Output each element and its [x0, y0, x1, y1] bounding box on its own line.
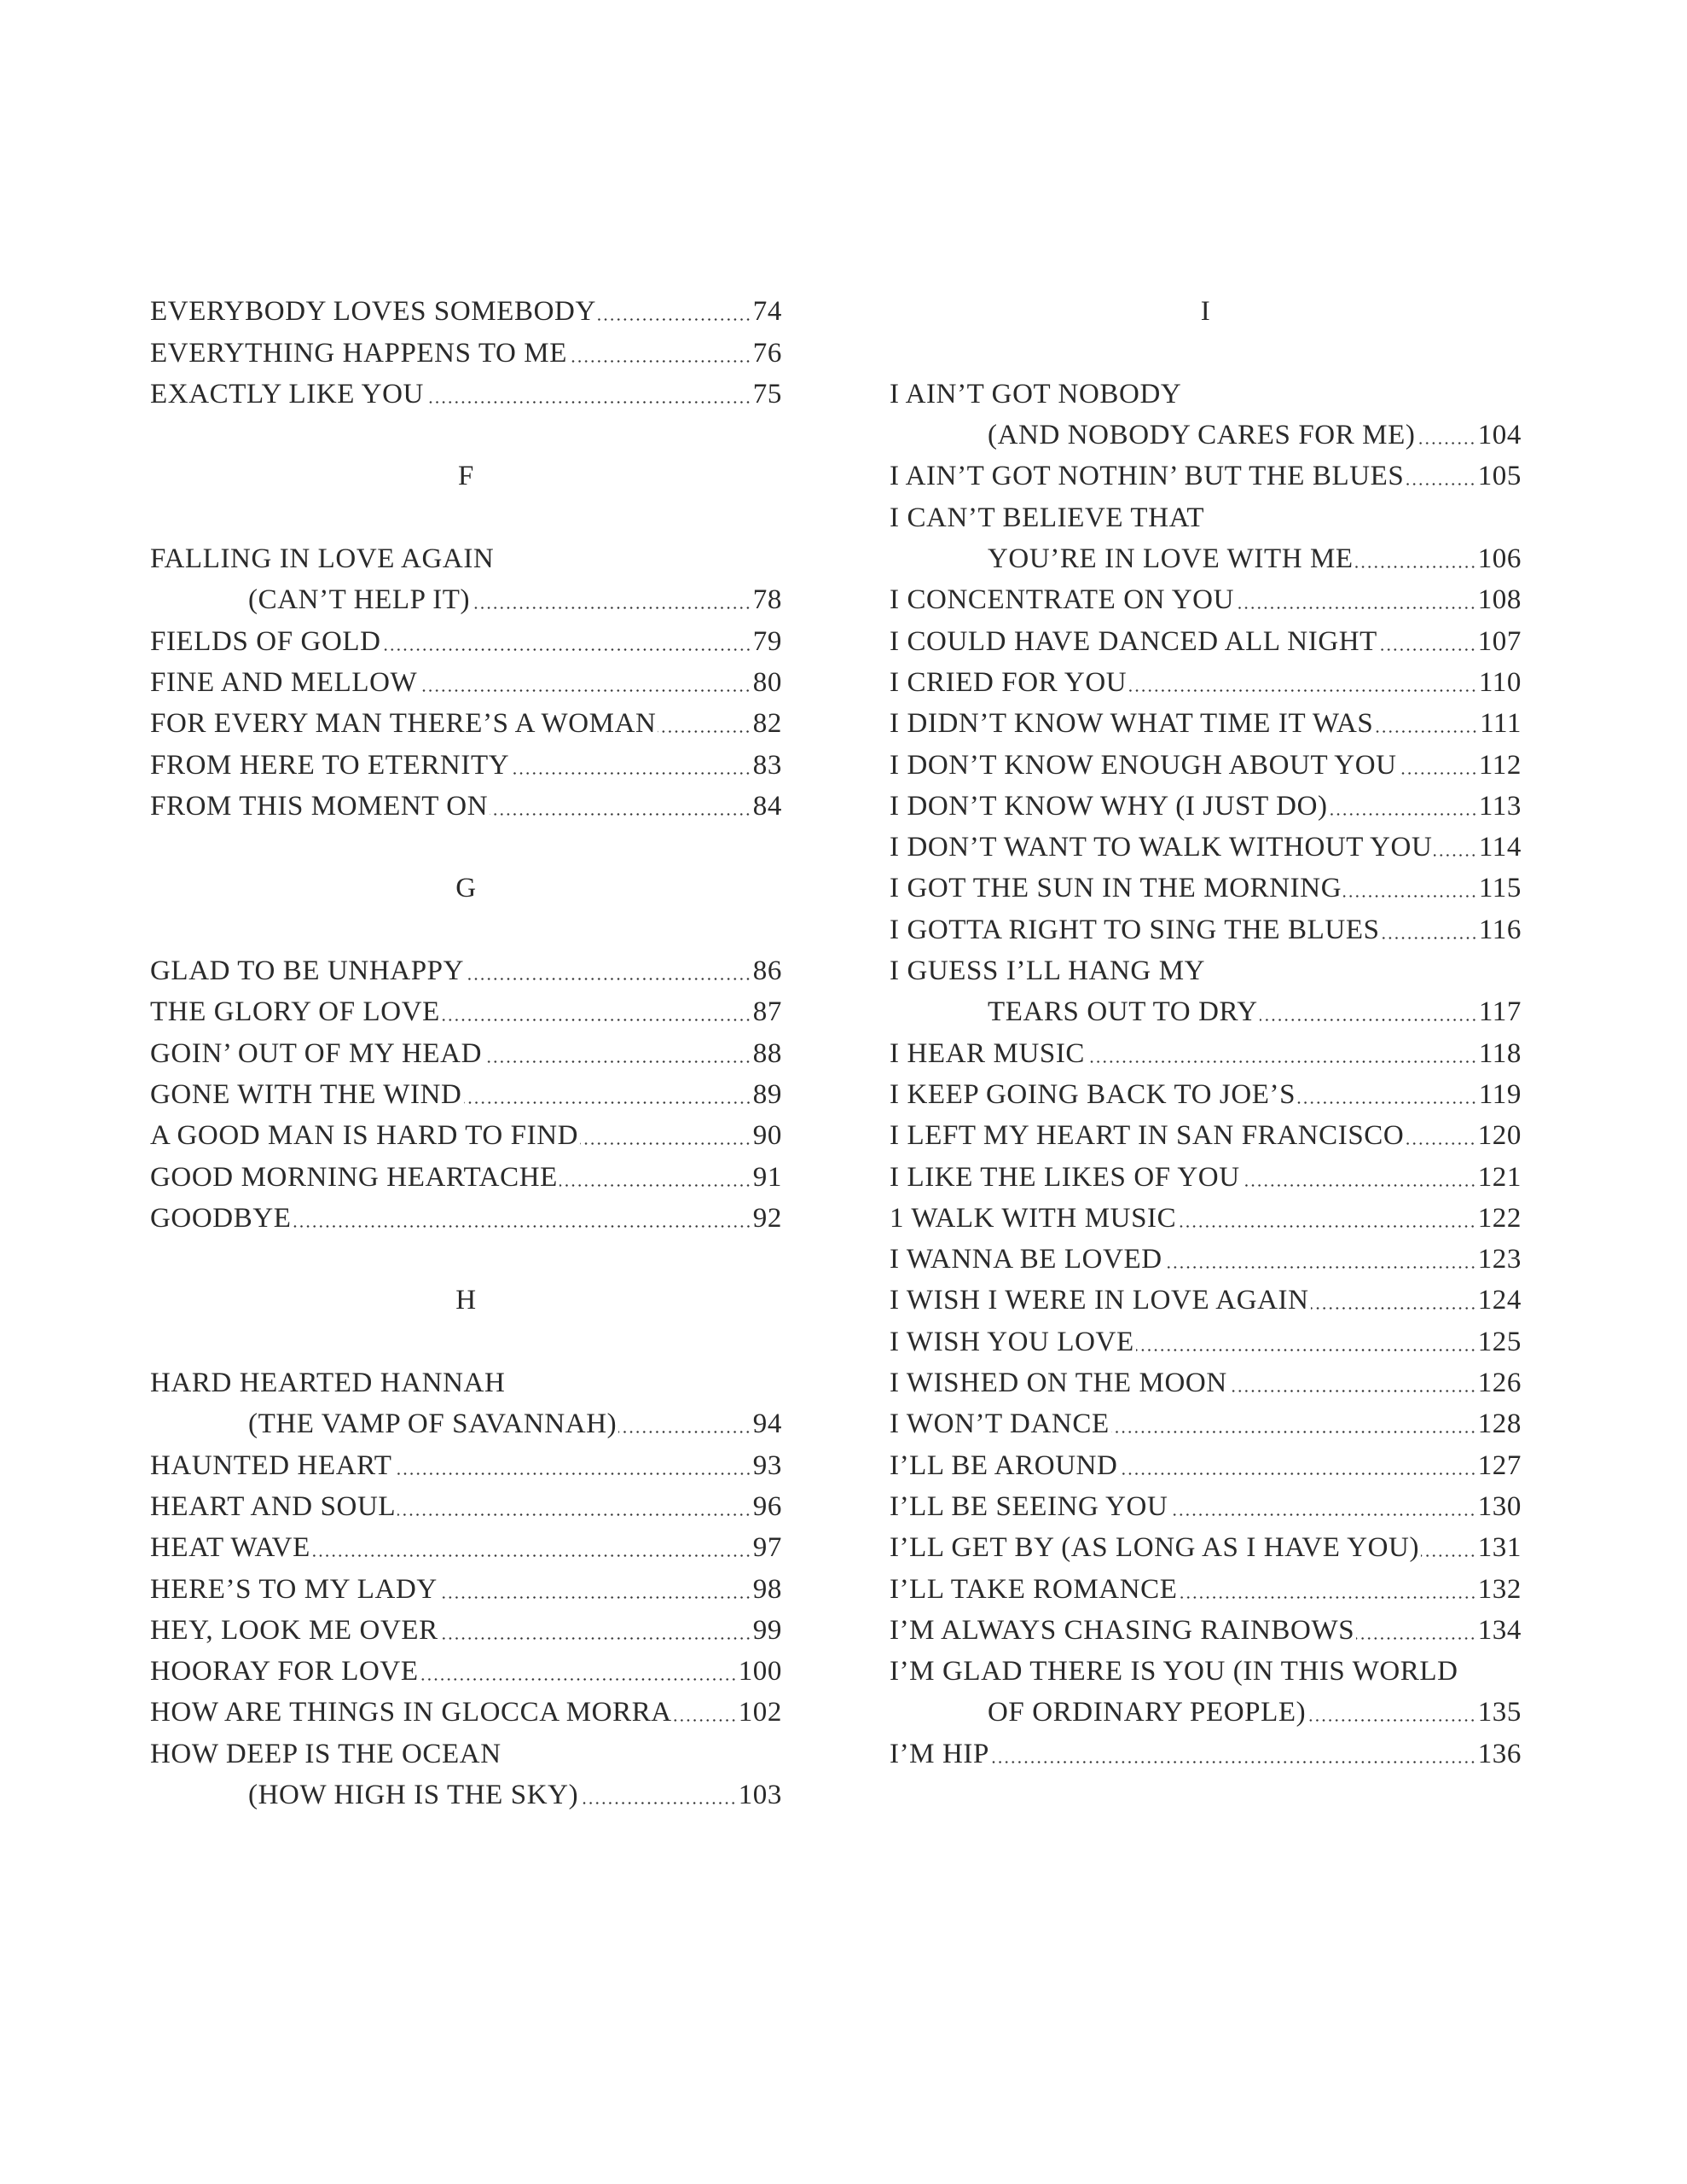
dot-leader [1379, 648, 1476, 651]
page-number: 130 [1477, 1490, 1522, 1522]
index-entry [150, 371, 782, 412]
page-number: 100 [738, 1656, 782, 1687]
song-title: FOR EVERY MAN THERE’S A WOMAN [150, 708, 657, 740]
section-letter-heading [150, 1277, 782, 1318]
page-number: 90 [752, 1120, 782, 1152]
index-entry [890, 1112, 1522, 1153]
index-entry [890, 536, 1522, 577]
dot-leader [464, 1101, 751, 1104]
page-number: 103 [738, 1779, 782, 1810]
section-letter-heading [150, 453, 782, 494]
index-spacer [150, 1236, 782, 1277]
song-title: THE GLORY OF LOVE [150, 996, 440, 1028]
page-number: 114 [1478, 832, 1522, 863]
page-number: 119 [1478, 1078, 1522, 1110]
dot-leader [1355, 566, 1476, 568]
page-number: 80 [752, 666, 782, 698]
index-entry [890, 1072, 1522, 1112]
dot-leader [440, 1637, 751, 1640]
index-entry-title-line [890, 948, 1522, 989]
page-number: 127 [1477, 1449, 1522, 1481]
index-entry-title-line [890, 371, 1522, 412]
dot-leader [1164, 1266, 1476, 1269]
page-number: 125 [1477, 1326, 1522, 1357]
page-number: 74 [752, 296, 782, 328]
song-title: FROM HERE TO ETERNITY [150, 749, 510, 781]
page-number: 79 [752, 625, 782, 657]
song-title: FROM THIS MOMENT ON [150, 790, 489, 822]
song-title: EVERYTHING HAPPENS TO ME [150, 337, 567, 369]
index-entry [890, 453, 1522, 494]
song-title: GONE WITH THE WIND [150, 1078, 462, 1110]
index-spacer [150, 824, 782, 865]
page-number: 94 [752, 1409, 782, 1440]
song-title: I WISH I WERE IN LOVE AGAIN [890, 1285, 1309, 1316]
index-entry [890, 618, 1522, 659]
dot-leader [580, 1802, 737, 1804]
song-title: YOU’RE IN LOVE WITH ME [988, 543, 1354, 575]
page-number: 89 [752, 1078, 782, 1110]
page-number: 118 [1478, 1037, 1522, 1069]
song-title: OF ORDINARY PEOPLE) [988, 1697, 1307, 1728]
dot-leader [442, 1019, 751, 1021]
index-entry [150, 659, 782, 700]
index-entry [150, 1484, 782, 1525]
song-title: I GOT THE SUN IN THE MORNING [890, 873, 1342, 904]
section-letter: I [1200, 296, 1211, 328]
page-number: 122 [1477, 1202, 1522, 1234]
index-entry [890, 989, 1522, 1030]
song-title: I DON’T WANT TO WALK WITHOUT YOU [890, 832, 1433, 863]
index-entry [890, 1525, 1522, 1565]
song-title: I AIN’T GOT NOTHIN’ BUT THE BLUES [890, 461, 1405, 492]
dot-leader [580, 1142, 751, 1145]
page-number: 108 [1477, 584, 1522, 616]
page-number: 106 [1477, 543, 1522, 575]
dot-leader [394, 1472, 751, 1475]
song-title: I AIN’T GOT NOBODY [890, 378, 1182, 410]
index-entry [150, 1689, 782, 1730]
index-entry [150, 1525, 782, 1565]
dot-leader [559, 1184, 751, 1187]
song-title: I HEAR MUSIC [890, 1037, 1086, 1069]
song-title: GOOD MORNING HEARTACHE [150, 1161, 558, 1193]
index-entry [150, 577, 782, 618]
dot-leader [466, 978, 751, 980]
song-title: FIELDS OF GOLD [150, 625, 381, 657]
index-entry [890, 412, 1522, 453]
index-entry [890, 1236, 1522, 1277]
index-entry [150, 989, 782, 1030]
page-number: 135 [1477, 1697, 1522, 1728]
index-spacer [890, 329, 1522, 370]
dot-leader [1242, 1184, 1476, 1187]
song-title: HEAT WAVE [150, 1532, 310, 1564]
page-number: 104 [1477, 420, 1522, 451]
song-title: EXACTLY LIKE YOU [150, 378, 424, 410]
song-title: (AND NOBODY CARES FOR ME) [988, 420, 1416, 451]
song-title: (HOW HIGH IS THE SKY) [248, 1779, 579, 1810]
song-title: I CRIED FOR YOU [890, 666, 1128, 698]
index-entry [150, 1565, 782, 1606]
index-entry-title-line [890, 1648, 1522, 1689]
song-title: I’M GLAD THERE IS YOU (IN THIS WORLD [890, 1656, 1458, 1687]
song-title: GOIN’ OUT OF MY HEAD [150, 1037, 483, 1069]
index-entry [150, 329, 782, 370]
index-entry [150, 1030, 782, 1071]
song-title: I GOTTA RIGHT TO SING THE BLUES [890, 914, 1380, 945]
dot-leader [490, 813, 751, 816]
index-entry [890, 865, 1522, 906]
dot-leader [1178, 1225, 1475, 1228]
dot-leader [569, 360, 751, 363]
dot-leader [1399, 772, 1477, 775]
page-number: 93 [752, 1449, 782, 1481]
song-title: I LIKE THE LIKES OF YOU [890, 1161, 1240, 1193]
page-number: 76 [752, 337, 782, 369]
section-letter-heading [890, 288, 1522, 329]
index-spacer [150, 412, 782, 453]
section-letter: G [455, 873, 477, 904]
song-title: I CAN’T BELIEVE THAT [890, 502, 1205, 533]
dot-leader [397, 1513, 751, 1516]
dot-leader [991, 1761, 1476, 1763]
page-number: 110 [1478, 666, 1522, 698]
page-number: 120 [1477, 1120, 1522, 1152]
dot-leader [1382, 937, 1477, 939]
index-entry [150, 948, 782, 989]
song-title: (THE VAMP OF SAVANNAH) [248, 1409, 617, 1440]
page-number: 82 [752, 708, 782, 740]
page-number: 112 [1478, 749, 1522, 781]
index-column-right [890, 288, 1522, 1772]
index-entry [150, 1112, 782, 1153]
song-title: I WISH YOU LOVE [890, 1326, 1134, 1357]
song-title: I’LL BE AROUND [890, 1449, 1118, 1481]
index-entry [150, 1401, 782, 1442]
song-title: I DIDN’T KNOW WHAT TIME IT WAS [890, 708, 1374, 740]
page-number: 102 [738, 1697, 782, 1728]
dot-leader [618, 1431, 751, 1433]
index-entry [890, 1442, 1522, 1483]
song-title: HAUNTED HEART [150, 1449, 392, 1481]
dot-leader [426, 401, 751, 404]
song-title: FINE AND MELLOW [150, 666, 418, 698]
index-spacer [150, 1318, 782, 1359]
song-title: I DON’T KNOW WHY (I JUST DO) [890, 790, 1328, 822]
dot-leader [1180, 1596, 1476, 1599]
section-letter-heading [150, 865, 782, 906]
index-spacer [150, 494, 782, 535]
index-entry [890, 577, 1522, 618]
index-entry [890, 1195, 1522, 1236]
song-title: I’M HIP [890, 1738, 989, 1769]
dot-leader [1111, 1431, 1476, 1433]
dot-leader [383, 648, 751, 651]
page-number: 124 [1477, 1285, 1522, 1316]
index-entry [150, 741, 782, 782]
dot-leader [1406, 1142, 1475, 1145]
dot-leader [1330, 813, 1477, 816]
page-number: 99 [752, 1614, 782, 1646]
page-number: 88 [752, 1037, 782, 1069]
song-title: EVERYBODY LOVES SOMEBODY [150, 296, 596, 328]
song-title: I LEFT MY HEART IN SAN FRANCISCO [890, 1120, 1405, 1152]
index-entry [890, 1565, 1522, 1606]
song-title: HEART AND SOUL [150, 1490, 397, 1522]
index-entry [890, 1360, 1522, 1401]
song-title: HOW ARE THINGS IN GLOCCA MORRA [150, 1697, 672, 1728]
song-title: HOORAY FOR LOVE [150, 1656, 419, 1687]
index-entry [890, 741, 1522, 782]
page-number: 111 [1480, 708, 1522, 740]
index-entry [890, 1030, 1522, 1071]
page-number: 91 [752, 1161, 782, 1193]
dot-leader [1311, 1307, 1476, 1310]
page-number: 83 [752, 749, 782, 781]
index-entry [150, 1153, 782, 1194]
song-title: I WANNA BE LOVED [890, 1244, 1162, 1275]
dot-leader [293, 1225, 751, 1228]
dot-leader [1169, 1513, 1475, 1516]
dot-leader [1375, 730, 1478, 733]
dot-leader [1087, 1060, 1477, 1063]
song-title: TEARS OUT TO DRY [988, 996, 1258, 1028]
dot-leader [439, 1596, 751, 1599]
index-entry [890, 906, 1522, 947]
song-title: I WISHED ON THE MOON [890, 1368, 1227, 1399]
page-number: 84 [752, 790, 782, 822]
song-title: I’LL TAKE ROMANCE [890, 1573, 1178, 1605]
page-number: 136 [1477, 1738, 1522, 1769]
index-entry [890, 1153, 1522, 1194]
dot-leader [674, 1719, 737, 1722]
song-title: (CAN’T HELP IT) [248, 584, 471, 616]
dot-leader [1128, 689, 1477, 692]
dot-leader [1343, 895, 1477, 897]
index-entry-title-line [890, 494, 1522, 535]
page-number: 121 [1477, 1161, 1522, 1193]
index-entry [890, 1730, 1522, 1771]
section-letter: H [455, 1285, 477, 1316]
page-number: 86 [752, 956, 782, 987]
page-number: 97 [752, 1532, 782, 1564]
song-title: I CONCENTRATE ON YOU [890, 584, 1235, 616]
dot-leader [1434, 854, 1477, 857]
index-entry [890, 1277, 1522, 1318]
index-entry [150, 1072, 782, 1112]
dot-leader [484, 1060, 751, 1063]
dot-leader [420, 1678, 737, 1681]
song-title: A GOOD MAN IS HARD TO FIND [150, 1120, 579, 1152]
index-entry-title-line [150, 536, 782, 577]
song-title: HARD HEARTED HANNAH [150, 1368, 506, 1399]
index-entry-title-line [150, 1360, 782, 1401]
page-number: 116 [1478, 914, 1522, 945]
index-entry [150, 1607, 782, 1648]
page-number: 113 [1478, 790, 1522, 822]
page-number: 87 [752, 996, 782, 1028]
index-entry [890, 1607, 1522, 1648]
dot-leader [1136, 1349, 1476, 1351]
page-number: 75 [752, 378, 782, 410]
song-title: 1 WALK WITH MUSIC [890, 1202, 1177, 1234]
dot-leader [598, 318, 751, 321]
index-entry [890, 1318, 1522, 1359]
index-entry [150, 1442, 782, 1483]
song-title: I COULD HAVE DANCED ALL NIGHT [890, 625, 1377, 657]
section-letter: F [458, 461, 474, 492]
page-number: 117 [1478, 996, 1522, 1028]
dot-leader [1120, 1472, 1476, 1475]
dot-leader [658, 730, 751, 733]
index-entry [150, 1195, 782, 1236]
index-entry [890, 824, 1522, 865]
index-entry-title-line [150, 1730, 782, 1771]
index-entry [890, 700, 1522, 741]
dot-leader [1260, 1019, 1477, 1021]
index-entry [150, 783, 782, 824]
dot-leader [419, 689, 751, 692]
song-title: FALLING IN LOVE AGAIN [150, 543, 495, 575]
page-number: 96 [752, 1490, 782, 1522]
page-number: 126 [1477, 1368, 1522, 1399]
index-entry [890, 1689, 1522, 1730]
page-number: 134 [1477, 1614, 1522, 1646]
dot-leader [1236, 607, 1476, 609]
index-entry [150, 700, 782, 741]
page-number: 115 [1478, 873, 1522, 904]
dot-leader [1229, 1390, 1476, 1392]
song-title: I WON’T DANCE [890, 1409, 1110, 1440]
song-title: I’LL GET BY (AS LONG AS I HAVE YOU) [890, 1532, 1420, 1564]
index-entry [150, 1772, 782, 1813]
song-title: I’M ALWAYS CHASING RAINBOWS [890, 1614, 1355, 1646]
dot-leader [1417, 442, 1475, 444]
song-title: I KEEP GOING BACK TO JOE’S [890, 1078, 1296, 1110]
page-number: 128 [1477, 1409, 1522, 1440]
dot-leader [511, 772, 751, 775]
song-title: HEY, LOOK ME OVER [150, 1614, 438, 1646]
index-entry [890, 1484, 1522, 1525]
page-number: 132 [1477, 1573, 1522, 1605]
song-title: I’LL BE SEEING YOU [890, 1490, 1168, 1522]
song-title: HOW DEEP IS THE OCEAN [150, 1738, 501, 1769]
dot-leader [1307, 1719, 1475, 1722]
index-entry [890, 1401, 1522, 1442]
index-entry [150, 288, 782, 329]
dot-leader [1406, 483, 1475, 485]
index-entry [890, 659, 1522, 700]
page-number: 131 [1477, 1532, 1522, 1564]
dot-leader [1297, 1101, 1477, 1104]
song-title: GOODBYE [150, 1202, 292, 1234]
page-number: 78 [752, 584, 782, 616]
song-title: I DON’T KNOW ENOUGH ABOUT YOU [890, 749, 1397, 781]
index-spacer [150, 906, 782, 947]
page-number: 92 [752, 1202, 782, 1234]
dot-leader [472, 607, 751, 609]
dot-leader [1356, 1637, 1476, 1640]
index-entry [150, 1648, 782, 1689]
index-entry [890, 783, 1522, 824]
song-title: HERE’S TO MY LADY [150, 1573, 438, 1605]
page-number: 105 [1477, 461, 1522, 492]
song-title: GLAD TO BE UNHAPPY [150, 956, 465, 987]
page-number: 107 [1477, 625, 1522, 657]
index-column-left [150, 288, 782, 1813]
dot-leader [1421, 1554, 1476, 1557]
dot-leader [312, 1554, 751, 1557]
index-entry [150, 618, 782, 659]
page-number: 123 [1477, 1244, 1522, 1275]
song-title: I GUESS I’LL HANG MY [890, 956, 1206, 987]
page-number: 98 [752, 1573, 782, 1605]
